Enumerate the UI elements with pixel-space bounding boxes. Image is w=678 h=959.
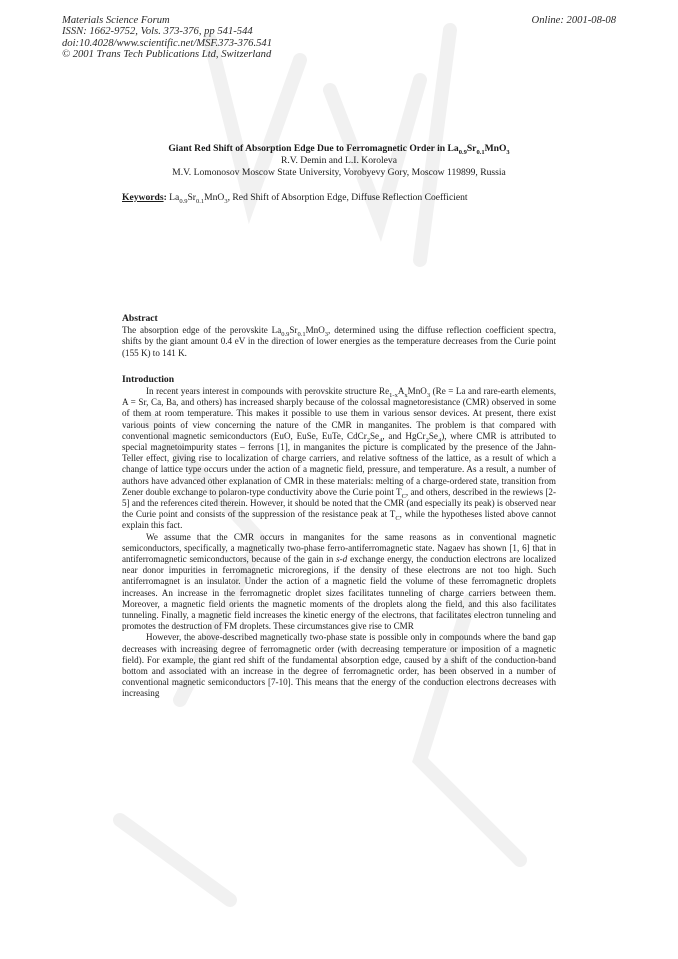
affiliation: M.V. Lomonosov Moscow State University, Vorobyevy Gory, Moscow 119899, Russia <box>172 167 506 178</box>
online-date: Online: 2001-08-08 <box>531 15 616 26</box>
introduction-heading: Introduction <box>122 374 175 385</box>
paper-title: Giant Red Shift of Absorption Edge Due to Ferromagnetic Order in $La_{0.9}Sr_{0.1}MnO_3$ <box>168 143 510 156</box>
abstract-section <box>122 313 556 359</box>
abstract-heading: Abstract <box>122 313 158 324</box>
authors: R.V. Demin and L.I. Koroleva <box>281 155 397 166</box>
copyright-line: © 2001 Trans Tech Publications Ltd, Switzerland <box>62 49 272 61</box>
keywords-label: Keywords <box>122 192 164 203</box>
introduction-section <box>122 374 556 700</box>
keywords-line: Keywords: $La_{0.9}Sr_{0.1}MnO_3$, Red Shift of Absorption Edge, Diffuse Reflection Coefficient <box>122 192 468 205</box>
doi-line: doi:10.4028/www.scientific.net/MSF.373-376.541 <box>62 37 272 49</box>
journal-name: Materials Science Forum <box>62 15 170 26</box>
intro-paragraph-3: However, the above-described magnetically two-phase state is possible only in compounds where the band gap decreases with increasing degree of ferromagnetic order (with decreasing temperature or imposition of a magnetic field). For example, the giant red shift of the fundamental absorption edge, caused by a shift of the conduction-band bottom and associated with an increase in the degree of ferromagnetic order, has been observed in a number of conventional magnetic semiconductors [7-10]. This means that the energy of the conduction electrons decreases with increasing <box>122 632 556 699</box>
intro-paragraph-1: In recent years interest in compounds with perovskite structure $Re_{1-x}A_xMnO_3$ (Re = La and rare-earth elements, A = Sr, Ca, Ba, and others) has increased sharply because of the colossal magnetoresistance (CMR) observed in some of them at room temperature. This makes it possible to use them in various sensor devices. At present, there exist various points of view concerning the nature of the CMR in manganites. The problem is that compared with conventional magnetic semiconductors (EuO, EuSe, EuTe, $CdCr_2Se_4$, and $HgCr_2Se_4$), where CMR is attributed to special magnetoimpurity states – ferrons [1], in manganites the picture is complicated by the presence of the Jahn-Teller effect, giving rise to localization of charge carriers, and relative softness of the lattice, as a result of which a change of lattice type occurs under the action of a magnetic field, pressure, and temperature. As a result, a number of authors have advanced other explanation of CMR in these materials: melting of a charge-ordered state, transition from Zener double exchange to polaron-type conductivity above the Curie point $T_C$, and others, described in the rewiews [2-5] and the references cited therein. However, it should be noted that the CMR (and especially its peak) is observed near the Curie point and consists of the suppression of the resistance peak at $T_C$, while the hypotheses listed above cannot explain this fact. <box>122 386 557 531</box>
journal-header <box>62 15 422 61</box>
title-block <box>122 143 556 179</box>
abstract-text: The absorption edge of the perovskite $La_{0.9}Sr_{0.1}MnO_3$, determined using the diffuse reflection coefficient spectra, shifts by the giant amount 0.4 eV in the direction of lower energies as the temperature decreases from the Curie point (155 K) to 141 K. <box>122 325 556 358</box>
issn-line: ISSN: 1662-9752, Vols. 373-376, pp 541-544 <box>62 26 253 38</box>
intro-paragraph-2: We assume that the CMR occurs in manganites for the same reasons as in conventional magnetic semiconductors, specifically, a magnetically two-phase ferro-antiferromagnetic state. Nagaev has shown [1, 6] that in antiferromagnetic semiconductors, because of the gain in s-d exchange energy, the conduction electrons are localized near donor impurities in ferromagnetic microregions, if the density of these electrons are not too high. Such antiferromagnet is an insulator. Under the action of a magnetic field the volume of these ferromagnetic droplets increases. An increase in the ferromagnetic droplet sizes facilitates tunneling of charge carriers between them. Moreover, a magnetic field orients the magnetic moments of the droplets along the field, and this also facilitates tunneling. Finally, a magnetic field increases the kinetic energy of the electrons, that facilitates electron tunneling and promotes the destruction of FM droplets. These circumstances give rise to CMR <box>122 531 557 632</box>
